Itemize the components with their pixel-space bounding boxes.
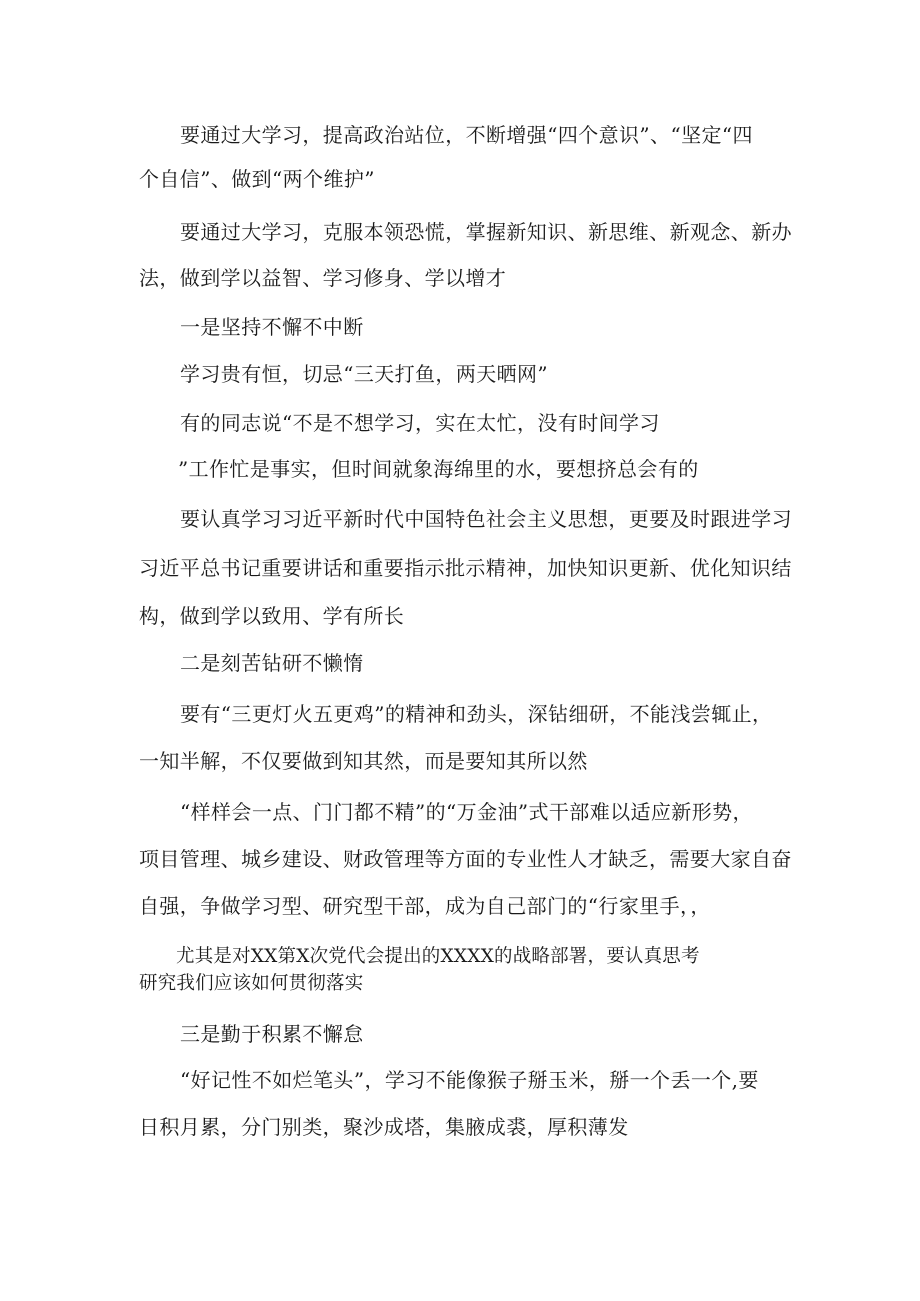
section-heading-2: 二是刻苦钻研不懒惰	[180, 651, 364, 675]
text-line-11: 构，做到学以致用、学有所长	[139, 604, 405, 628]
text-line-3: 要通过大学习，克服本领恐慌，掌握新知识、新思维、新观念、新办	[180, 220, 792, 244]
text-line-8: ”工作忙是事实，但时间就象海绵里的水，要想挤总会有的	[178, 457, 699, 481]
text-line-6: 学习贵有恒，切忌“三天打鱼，两天晒网”	[180, 362, 549, 386]
text-line-21: “好记性不如烂笔头”，学习不能像猴子掰玉米，掰一个丢一个,要	[180, 1068, 759, 1092]
text-line-9: 要认真学习习近平新时代中国特色社会主义思想，更要及时跟进学习	[180, 507, 792, 531]
text-line-13: 要有“三更灯火五更鸡”的精神和劲头，深钻细研，不能浅尝辄止，	[180, 702, 773, 726]
text-line-15: “样样会一点、门门都不精”的“万金油”式干部难以适应新形势，	[180, 800, 753, 824]
text-line-16: 项目管理、城乡建设、财政管理等方面的专业性人才缺乏，需要大家自奋	[139, 847, 792, 871]
text-line-2: 个自信”、做到“两个维护”	[139, 167, 375, 191]
text-line-1: 要通过大学习，提高政治站位，不断增强“四个意识”、“坚定“四	[180, 123, 753, 147]
text-line-7: 有的同志说“不是不想学习，实在太忙，没有时间学习	[180, 411, 660, 435]
text-line-14: 一知半解，不仅要做到知其然，而是要知其所以然	[139, 749, 588, 773]
text-line-19: 研究我们应该如何贯彻落实	[139, 973, 364, 994]
text-line-18: 尤其是对XX第X次党代会提出的XXXX的战略部署，要认真思考	[176, 946, 700, 967]
section-heading-3: 三是勤于积累不懈怠	[180, 1022, 364, 1046]
text-line-4: 法，做到学以益智、学习修身、学以增才	[139, 266, 507, 290]
text-line-17: 自强，争做学习型、研究型干部，成为自己部门的“行家里手，，	[139, 894, 711, 918]
text-line-22: 日积月累，分门别类，聚沙成塔，集腋成裘，厚积薄发	[139, 1115, 629, 1139]
text-line-10: 习近平总书记重要讲话和重要指示批示精神，加快知识更新、优化知识结	[139, 556, 792, 580]
section-heading-1: 一是坚持不懈不中断	[180, 315, 364, 339]
